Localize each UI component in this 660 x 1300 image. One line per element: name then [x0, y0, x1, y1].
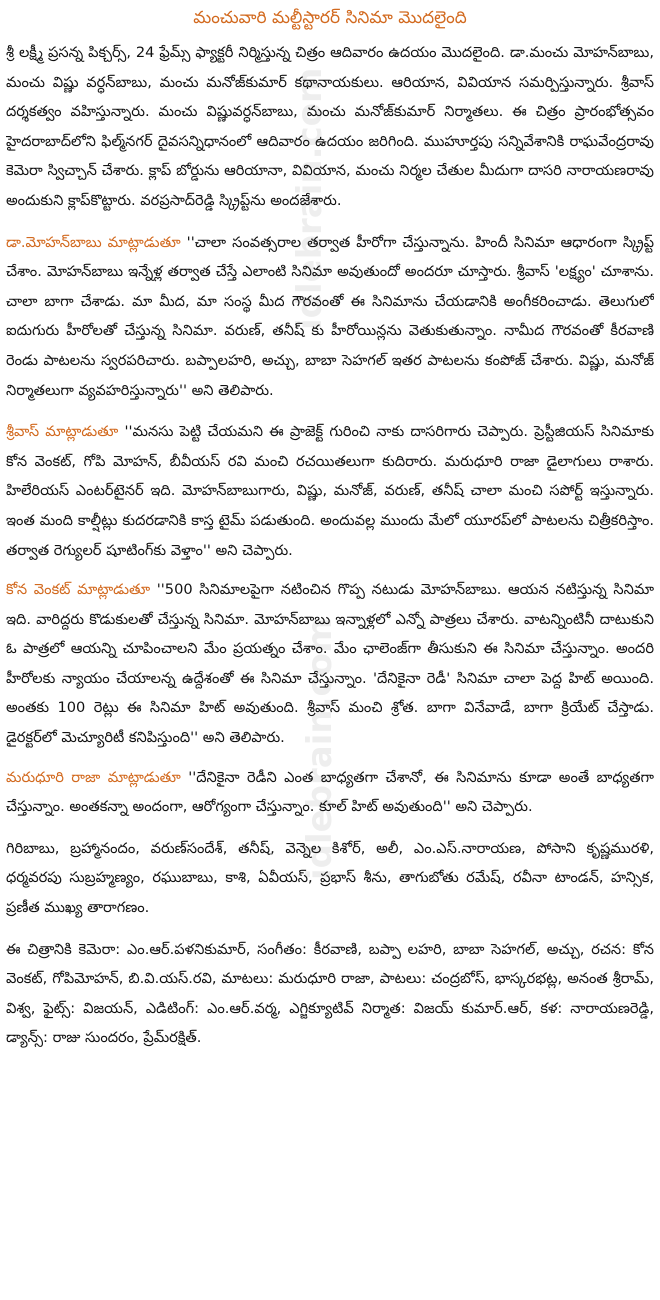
paragraph-text: ''500 సినిమాలపైగా నటించిన గొప్ప నటుడు మోహన్‌బాబు. ఆయన నటిస్తున్న సినిమా ఇది. వారిద్దరు కొడుకులతో చేస్తున్న సినిమా. మోహన్‌బాబు ఇన్నాళ్లలో ఎన్నో పాత్రలు చేశారు. వాటన్నింటినీ దాటుకుని ఓ పాత్రలో ఆయన్ని చూపించాలని మేం ప్రయత్నం చేశాం. మేం ఛాలెంజ్‌గా తీసుకుని ఈ సినిమా చేస్తున్నాం. అందరి హీరోలకు న్యాయం చేయాలన్న ఉద్దేశంతో ఈ సినిమా చేస్తున్నాం. 'దేనికైనా రెడీ' సినిమా చాలా పెద్ద హిట్ అయింది. అంతకు 100 రెట్లు ఈ సినిమా హిట్ అవుతుంది. శ్రీవాస్ మంచి శ్రోత. బాగా వినేవాడే, బాగా క్రియేట్ చేస్తాడు. డైరక్టర్‌లో మెచ్యూరిటీ కనిపిస్తుంది'' అని తెలిపారు. [6, 581, 654, 747]
article-paragraph-mohanbabu [6, 228, 654, 406]
paragraph-text: ఈ చిత్రానికి కెమెరా: ఎం.ఆర్.పళనికుమార్, సంగీతం: కీరవాణి, బప్పా లహరి, బాబా సెహగల్, అచ్చు, రచన: కోన వెంకట్, గోపిమోహన్, బి.వి.యస్.రవి, మాటలు: మరుధూరి రాజా, పాటలు: చంద్రబోస్, భాస్కరభట్ల, అనంత శ్రీరామ్, విశ్వ, ఫైట్స్: విజయన్, ఎడిటింగ్: ఎం.ఆర్.వర్మ, ఎగ్జిక్యూటివ్ నిర్మాత: విజయ్ కుమార్.ఆర్, కళ: నారాయణరెడ్డి, డ్యాన్స్: రాజు సుందరం, ప్రేమ్‌రక్షిత్. [6, 940, 654, 1047]
watermark-text: idlebrain.com [290, 67, 330, 330]
paragraph-text: ''దేనికైనా రెడీని ఎంత బాధ్యతగా చేశానో, ఈ సినిమాను కూడా అంతే బాధ్యతగా చేస్తున్నాం. అంతకన్నా అందంగా, ఆరోగ్యంగా చేస్తున్నాం. కూల్ హిట్ అవుతుంది'' అని చెప్పారు. [6, 768, 654, 816]
watermark-text: idlebrain.com [300, 617, 340, 880]
article-paragraph-kona-venkat [6, 575, 654, 753]
paragraph-text: ''మనసు పెట్టి చేయమని ఈ ప్రాజెక్ట్ గురించి నాకు దాసరిగారు చెప్పారు. ప్రెస్టీజియస్ సినిమాకు కోన వెంకట్, గోపి మోహన్, బీవీయస్ రవి మంచి రచయితలుగా కుదిరారు. మరుధూరి రాజా డైలాగులు రాశారు. హిలేరియస్ ఎంటర్‌టైనర్ ఇది. మోహన్‌బాబుగారు, విష్ణు, మనోజ్, వరుణ్, తనీష్ చాలా మంచి సపోర్ట్ ఇస్తున్నారు. ఇంత మంది కాల్షీట్లు కుదరడానికి కాస్త టైమ్ పడుతుంది. అందువల్ల ముందు మేలో యూరప్‌లో పాటలను చిత్రీకరిస్తాం. తర్వాత రెగ్యులర్ షూటింగ్‌కు వెళ్తాం'' అని చెప్పారు. [6, 423, 654, 559]
paragraph-text: ''చాలా సంవత్సరాల తర్వాత హీరోగా చేస్తున్నాను. హిందీ సినిమా ఆధారంగా స్క్రిప్ట్ చేశాం. మోహన్‌బాబు ఇన్నేళ్ల తర్వాత చేస్తే ఎలాంటి సినిమా అవుతుందో అందరూ చూస్తారు. శ్రీవాస్ 'లక్ష్యం' చూశాను. చాలా బాగా చేశాడు. మా మీద, మా సంస్థ మీద గౌరవంతో ఈ సినిమాను చేయడానికి అంగీకరించాడు. తెలుగులో ఐదుగురు హీరోలతో చేస్తున్న సినిమా. వరుణ్, తనీష్ కు హీరోయిన్లను వెతుకుతున్నాం. నామీద గౌరవంతో కీరవాణి రెండు పాటలను స్వరపరిచారు. బప్పాలహరి, అచ్చు, బాబా సెహగల్ ఇతర పాటలను కంపోజ్ చేశారు. విష్ణు, మనోజ్ నిర్మాతలుగా వ్యవహరిస్తున్నారు'' అని తెలిపారు. [6, 233, 654, 399]
speaker-label: మరుధూరి రాజా మాట్లాడుతూ [6, 768, 181, 786]
speaker-label: కోన వెంకట్ మాట్లాడుతూ [6, 581, 151, 599]
article-paragraph-crew [6, 935, 654, 1053]
paragraph-text: శ్రీ లక్ష్మీ ప్రసన్న పిక్చర్స్, 24 ఫ్రేమ్స్ ఫ్యాక్టరీ నిర్మిస్తున్న చిత్రం ఆదివారం ఉదయం మొదలైంది. డా.మంచు మోహన్‌బాబు, మంచు విష్ణు వర్ధన్‌బాబు, మంచు మనోజ్‌కుమార్ కథానాయకులు. ఆరియాన, వివియాన సమర్పిస్తున్నారు. శ్రీవాస్ దర్శకత్వం వహిస్తున్నారు. మంచు విష్ణువర్ధన్‌బాబు, మంచు మనోజ్‌కుమార్ నిర్మాతలు. ఈ చిత్రం ప్రారంభోత్సవం హైదరాబాద్‌లోని ఫిల్మ్‌నగర్ దైవసన్నిధానంలో ఆదివారం ఉదయం జరిగింది. ముహూర్తపు సన్నివేశానికి రాఘవేంద్రరావు కెమెరా స్విచ్చాన్ చేశారు. క్లాప్ బోర్డును ఆరియానా, వివియాన, మంచు నిర్మల చేతుల మీదుగా దాసరి నారాయణరావు అందుకుని క్లాప్‌కొట్టారు. వరప్రసాద్‌రెడ్డి స్క్రిప్ట్‌ను అందజేశారు. [6, 44, 654, 209]
paragraph-text: గిరిబాబు, బ్రహ్మానందం, వరుణ్‌సందేశ్, తనీష్, వెన్నెల కిశోర్, అలీ, ఎం.ఎస్.నారాయణ, పోసాని కృష్ణమురళి, ధర్మవరపు సుబ్రహ్మణ్యం, రఘుబాబు, కాశి, ఏవీయస్, ప్రభాస్ శీను, తాగుబోతు రమేష్, రవీనా టాండన్, హన్సిక, ప్రణీత ముఖ్య తారాగణం. [6, 839, 654, 917]
article-paragraph-marudhuri-raja [6, 763, 654, 822]
article-body [6, 38, 654, 1296]
article-paragraph-cast [6, 834, 654, 923]
article-paragraph-intro [6, 38, 654, 216]
article-paragraph-srivas [6, 417, 654, 565]
headline-container [0, 0, 660, 36]
speaker-label: డా.మోహన్‌బాబు మాట్లాడుతూ [6, 233, 181, 251]
article-headline: మంచువారి మల్టీస్టారర్ సినిమా మొదలైంది [193, 8, 467, 28]
speaker-label: శ్రీవాస్ మాట్లాడుతూ [6, 423, 119, 441]
